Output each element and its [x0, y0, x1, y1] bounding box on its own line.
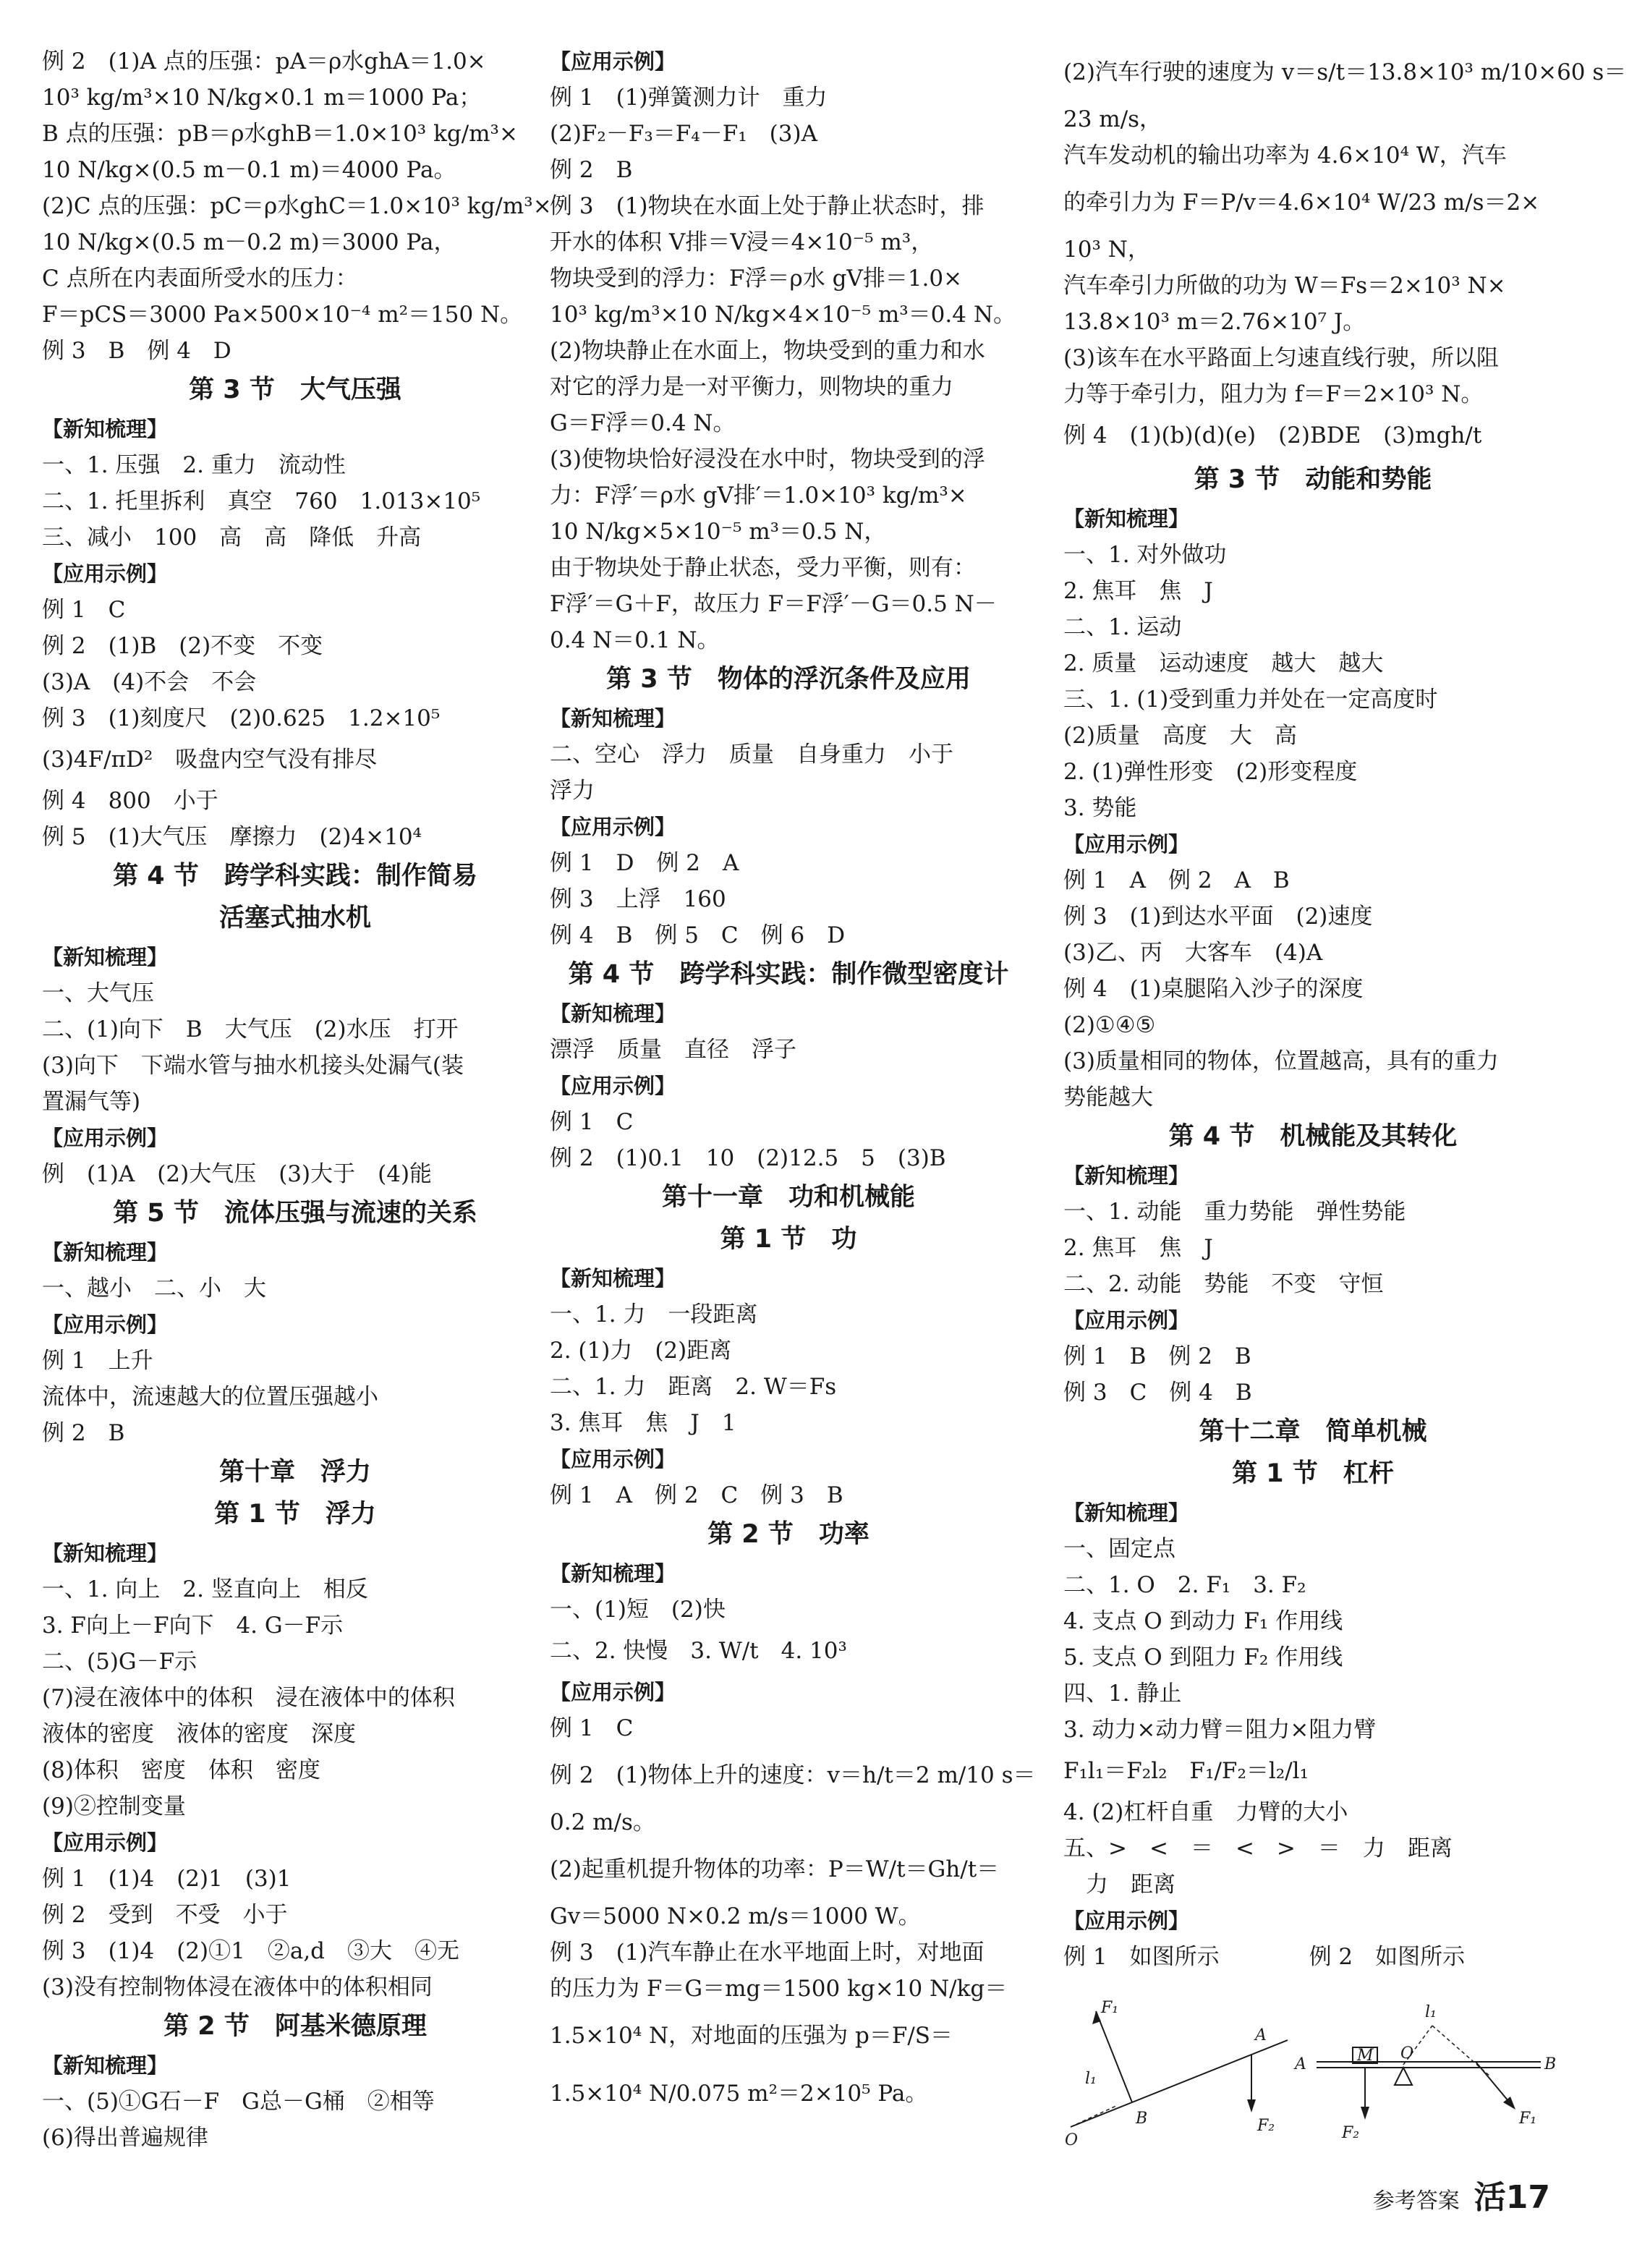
d1-label-a: A: [1255, 2026, 1267, 2044]
subsection-label: 【应用示例】: [550, 815, 676, 839]
answer-line: 2. (1)弹性形变 (2)形变程度: [1063, 759, 1358, 785]
section-heading: 第十一章 功和机械能: [661, 1183, 915, 1212]
answer-line: 置漏气等): [42, 1089, 141, 1115]
subsection-label: 【新知梳理】: [1063, 1163, 1190, 1188]
answer-line: 2. (1)力 (2)距离: [550, 1338, 732, 1364]
answer-line: 3. 动力×动力臂＝阻力×阻力臂: [1063, 1717, 1377, 1743]
subsection-label: 【应用示例】: [550, 1680, 676, 1704]
answer-line: 四、1. 静止: [1063, 1681, 1182, 1707]
section-heading: 第 4 节 机械能及其转化: [1168, 1122, 1458, 1151]
answer-line: 例 1 C: [550, 1715, 634, 1741]
answer-line: 三、减小 100 高 高 降低 升高: [42, 524, 422, 551]
answer-line: 3. 焦耳 焦 J 1: [550, 1410, 736, 1436]
answer-line: 二、(5)G－F示: [42, 1649, 197, 1675]
section-heading: 第 4 节 跨学科实践：制作简易: [113, 862, 477, 891]
answer-line: 例 4 (1)(b)(d)(e) (2)BDE (3)mgh/t: [1063, 422, 1482, 449]
column-middle: [550, 43, 1036, 2123]
answer-line: (3)向下 下端水管与抽水机接头处漏气(装: [42, 1053, 464, 1079]
answer-line: 二、1. 力 距离 2. W＝Fs: [550, 1374, 837, 1400]
section-heading: 第十二章 简单机械: [1199, 1417, 1427, 1446]
d2-label-f2: F₂: [1342, 2124, 1360, 2142]
section-heading: 活塞式抽水机: [218, 904, 371, 933]
d2-label-o: O: [1400, 2044, 1414, 2063]
column-left: [42, 43, 552, 2156]
answer-line: 由于物块处于静止状态，受力平衡，则有：: [550, 555, 976, 581]
answer-line: 力 距离: [1063, 1872, 1175, 1898]
subsection-label: 【应用示例】: [1063, 832, 1190, 857]
answer-line: 二、2. 动能 势能 不变 守恒: [1063, 1271, 1384, 1297]
answer-line: 5. 支点 O 到阻力 F₂ 作用线: [1063, 1644, 1343, 1670]
subsection-label: 【新知梳理】: [1063, 506, 1190, 531]
answer-line: 2. 焦耳 焦 J: [1063, 1235, 1213, 1261]
d1-label-b: B: [1136, 2110, 1148, 2128]
answer-line: 浮力: [550, 778, 595, 804]
answer-line: F浮′＝G＋F，故压力 F＝F浮′－G＝0.5 N－: [550, 591, 997, 617]
answer-line: 物块受到的浮力：F浮＝ρ水 gV排＝1.0×: [550, 266, 963, 292]
page-prefix: 活: [1474, 2179, 1506, 2216]
answer-line: (2)物块静止在水面上，物块受到的重力和水: [550, 338, 985, 364]
answer-line: 例 4 800 小于: [42, 788, 218, 814]
answer-line: 二、1. 托里拆利 真空 760 1.013×10⁵: [42, 488, 481, 514]
answer-line: F＝pCS＝3000 Pa×500×10⁻⁴ m²＝150 N。: [42, 302, 523, 328]
answer-line: 一、1. 压强 2. 重力 流动性: [42, 452, 346, 478]
answer-line: C 点所在内表面所受水的压力：: [42, 266, 358, 292]
answer-line: (3)使物块恰好浸没在水中时，物块受到的浮: [550, 446, 985, 472]
answer-line: 10³ kg/m³×10 N/kg×0.1 m＝1000 Pa；: [42, 85, 482, 111]
d2-label-f1: F₁: [1519, 2110, 1537, 2128]
answer-line: 10³ N，: [1063, 237, 1150, 263]
answer-line: 10 N/kg×(0.5 m－0.1 m)＝4000 Pa。: [42, 157, 456, 183]
answer-line: (3)没有控制物体浸在液体中的体积相同: [42, 1974, 433, 2000]
section-heading: 第 1 节 功: [720, 1225, 857, 1254]
answer-line: 一、1. 向上 2. 竖直向上 相反: [42, 1576, 368, 1602]
answer-line: 例 4 (1)桌腿陷入沙子的深度: [1063, 976, 1364, 1002]
answer-line: 10 N/kg×(0.5 m－0.2 m)＝3000 Pa，: [42, 229, 456, 255]
answer-line: (2)C 点的压强：pC＝ρ水ghC＝1.0×10³ kg/m³×: [42, 193, 552, 219]
lever-diagram-example-1: [1063, 1997, 1302, 2149]
d2-label-l1: l₁: [1425, 2003, 1437, 2021]
section-heading: 第 1 节 杠杆: [1232, 1459, 1394, 1488]
section-heading: 第 3 节 动能和势能: [1194, 465, 1432, 494]
answer-line: 2. 质量 运动速度 越大 越大: [1063, 650, 1384, 676]
answer-line: 例 2 (1)A 点的压强：pA＝ρ水ghA＝1.0×: [42, 48, 486, 75]
subsection-label: 【新知梳理】: [550, 1001, 676, 1026]
answer-line: 漂浮 质量 直径 浮子: [550, 1037, 796, 1063]
answer-line: 例 1 C: [42, 597, 126, 623]
answer-line: 例 4 B 例 5 C 例 6 D: [550, 922, 846, 948]
answer-line: 例 1 C: [550, 1109, 634, 1135]
subsection-label: 【新知梳理】: [550, 1266, 676, 1291]
answer-line: (3)质量相同的物体，位置越高，具有的重力: [1063, 1048, 1499, 1074]
answer-line: 例 1 上升: [42, 1348, 153, 1374]
answer-line: 2. 焦耳 焦 J: [1063, 578, 1213, 604]
subsection-label: 【应用示例】: [1063, 1908, 1190, 1933]
answer-line: (2)质量 高度 大 高: [1063, 723, 1297, 749]
answer-line: 一、1. 动能 重力势能 弹性势能: [1063, 1199, 1406, 1225]
subsection-label: 【新知梳理】: [42, 417, 169, 441]
answer-line: 液体的密度 液体的密度 深度: [42, 1721, 356, 1747]
answer-line: 例 2 (1)B (2)不变 不变: [42, 633, 323, 659]
answer-line: 一、1. 力 一段距离: [550, 1301, 758, 1328]
answer-line: 0.4 N＝0.1 N。: [550, 627, 720, 653]
answer-line: 一、(5)①G石－F G总－G桶 ②相等: [42, 2089, 435, 2115]
d1-label-l1: l₁: [1085, 2070, 1097, 2088]
answer-line: (9)②控制变量: [42, 1793, 186, 1819]
answer-line: 1.5×10⁴ N，对地面的压强为 p＝F/S＝: [550, 2023, 953, 2049]
answer-line: 例 5 (1)大气压 摩擦力 (2)4×10⁴: [42, 824, 422, 850]
answer-line: 例 3 C 例 4 B: [1063, 1380, 1252, 1406]
answer-line: G＝F浮＝0.4 N。: [550, 410, 736, 436]
d2-label-a: A: [1295, 2055, 1306, 2073]
subsection-label: 【应用示例】: [550, 1447, 676, 1471]
subsection-label: 【新知梳理】: [42, 2053, 169, 2078]
d1-label-o: O: [1065, 2131, 1079, 2149]
answer-line: 例 2 (1)0.1 10 (2)12.5 5 (3)B: [550, 1145, 946, 1171]
answer-line: 一、(1)短 (2)快: [550, 1597, 726, 1623]
answer-line: 例 1 B 例 2 B: [1063, 1343, 1251, 1369]
d2-label-b: B: [1544, 2055, 1557, 2073]
answer-line: (3)乙、丙 大客车 (4)A: [1063, 940, 1323, 966]
answer-line: Gv＝5000 N×0.2 m/s＝1000 W。: [550, 1903, 921, 1929]
answer-line: 例 1 如图所示 例 2 如图所示: [1063, 1944, 1466, 1970]
answer-line: 例 3 (1)刻度尺 (2)0.625 1.2×10⁵: [42, 705, 441, 731]
subsection-label: 【新知梳理】: [1063, 1500, 1190, 1525]
subsection-label: 【应用示例】: [42, 1126, 169, 1150]
answer-line: 汽车发动机的输出功率为 4.6×10⁴ W，汽车: [1063, 143, 1507, 169]
lever-diagram-example-2: [1295, 1997, 1562, 2149]
answer-line: 例 2 B: [42, 1420, 125, 1446]
answer-line: 二、2. 快慢 3. W/t 4. 10³: [550, 1638, 847, 1664]
answer-line: 例 (1)A (2)大气压 (3)大于 (4)能: [42, 1161, 433, 1187]
answer-line: 例 3 (1)4 (2)①1 ②a,d ③大 ④无: [42, 1938, 460, 1964]
page-number: [1474, 2171, 1550, 2217]
answer-line: 五、> < ＝ < > ＝ 力 距离: [1063, 1835, 1453, 1861]
answer-line: 例 2 B: [550, 157, 633, 183]
subsection-label: 【应用示例】: [42, 1830, 169, 1855]
d1-label-f1: F₁: [1101, 1999, 1119, 2017]
subsection-label: 【应用示例】: [42, 561, 169, 586]
answer-line: 开水的体积 V排＝V浸＝4×10⁻⁵ m³，: [550, 229, 934, 255]
answer-line: B 点的压强：pB＝ρ水ghB＝1.0×10³ kg/m³×: [42, 121, 518, 147]
answer-line: 4. 支点 O 到动力 F₁ 作用线: [1063, 1608, 1343, 1634]
answer-line: (2)起重机提升物体的功率：P＝W/t＝Gh/t＝: [550, 1856, 1000, 1882]
answer-line: 流体中，流速越大的位置压强越小: [42, 1384, 378, 1410]
answer-line: 例 2 (1)物体上升的速度：v＝h/t＝2 m/10 s＝: [550, 1762, 1036, 1788]
answer-line: 二、1. 运动: [1063, 614, 1182, 640]
answer-line: 1.5×10⁴ N/0.075 m²＝2×10⁵ Pa。: [550, 2081, 928, 2107]
page-digits: 17: [1505, 2179, 1550, 2216]
answer-line: 一、固定点: [1063, 1536, 1175, 1562]
subsection-label: 【应用示例】: [42, 1312, 169, 1337]
subsection-label: 【新知梳理】: [42, 1541, 169, 1566]
answer-line: 势能越大: [1063, 1084, 1153, 1110]
answer-line: 二、(1)向下 B 大气压 (2)水压 打开: [42, 1016, 459, 1042]
answer-line: (2)F₂－F₃＝F₄－F₁ (3)A: [550, 121, 817, 147]
section-heading: 第 4 节 跨学科实践：制作微型密度计: [568, 960, 1009, 989]
section-heading: 第 5 节 流体压强与流速的关系: [113, 1199, 477, 1228]
answer-line: 例 1 A 例 2 C 例 3 B: [550, 1482, 843, 1508]
section-heading: 第 3 节 物体的浮沉条件及应用: [606, 665, 971, 694]
answer-line: 4. (2)杠杆自重 力臂的大小: [1063, 1799, 1348, 1825]
answer-line: 10 N/kg×5×10⁻⁵ m³＝0.5 N，: [550, 519, 887, 545]
answer-line: 一、越小 二、小 大: [42, 1275, 266, 1301]
answer-line: (3)该车在水平路面上匀速直线行驶，所以阻: [1063, 345, 1499, 371]
page-footer: [1373, 2171, 1550, 2217]
answer-line: 0.2 m/s。: [550, 1809, 655, 1835]
answer-line: 对它的浮力是一对平衡力，则物块的重力: [550, 374, 953, 400]
answer-line: (8)体积 密度 体积 密度: [42, 1757, 320, 1783]
subsection-label: 【新知梳理】: [550, 706, 676, 731]
subsection-label: 【新知梳理】: [42, 1240, 169, 1265]
answer-line: 汽车牵引力所做的功为 W＝Fs＝2×10³ N×: [1063, 273, 1506, 299]
answer-line: (3)A (4)不会 不会: [42, 669, 257, 695]
answer-line: 10³ kg/m³×10 N/kg×4×10⁻⁵ m³＝0.4 N。: [550, 302, 1016, 328]
subsection-label: 【新知梳理】: [550, 1561, 676, 1586]
answer-line: 例 1 (1)4 (2)1 (3)1: [42, 1866, 292, 1892]
answer-line: 二、1. O 2. F₁ 3. F₂: [1063, 1572, 1306, 1598]
section-heading: 第 1 节 浮力: [214, 1500, 376, 1529]
subsection-label: 【应用示例】: [550, 1074, 676, 1098]
answer-line: 一、1. 对外做功: [1063, 542, 1227, 568]
answer-line: 例 2 受到 不受 小于: [42, 1902, 288, 1928]
answer-line: 例 1 (1)弹簧测力计 重力: [550, 85, 828, 111]
answer-line: 的牵引力为 F＝P/v＝4.6×10⁴ W/23 m/s＝2×: [1063, 190, 1540, 216]
answer-line: 例 1 D 例 2 A: [550, 850, 739, 876]
answer-line: (3)4F/πD² 吸盘内空气没有排尽: [42, 747, 378, 773]
subsection-label: 【应用示例】: [1063, 1308, 1190, 1333]
answer-line: (7)浸在液体中的体积 浸在液体中的体积: [42, 1685, 455, 1711]
section-heading: 第 2 节 阿基米德原理: [163, 2012, 427, 2041]
answer-line: 一、大气压: [42, 980, 154, 1006]
column-right: [1063, 43, 1627, 1975]
d1-label-f2: F₂: [1257, 2117, 1275, 2135]
answer-line: 3. 势能: [1063, 795, 1137, 821]
answer-line: 23 m/s，: [1063, 106, 1162, 132]
answer-line: 二、空心 浮力 质量 自身重力 小于: [550, 742, 953, 768]
answer-line: 三、1. (1)受到重力并处在一定高度时: [1063, 687, 1438, 713]
footer-label: 参考答案: [1372, 2188, 1460, 2214]
answer-line: 例 3 B 例 4 D: [42, 338, 231, 364]
answer-line: 例 3 (1)到达水平面 (2)速度: [1063, 904, 1373, 930]
answer-line: 的压力为 F＝G＝mg＝1500 kg×10 N/kg＝: [550, 1976, 1008, 2002]
subsection-label: 【应用示例】: [550, 49, 676, 74]
answer-line: 例 3 (1)物块在水面上处于静止状态时，排: [550, 193, 985, 219]
answer-line: 力等于牵引力，阻力为 f＝F＝2×10³ N。: [1063, 381, 1484, 407]
answer-line: F₁l₁＝F₂l₂ F₁/F₂＝l₂/l₁: [1063, 1758, 1309, 1784]
answer-line: 13.8×10³ m＝2.76×10⁷ J。: [1063, 309, 1366, 335]
section-heading: 第 3 节 大气压强: [189, 375, 401, 404]
answer-line: (6)得出普遍规律: [42, 2125, 208, 2151]
answer-line: 例 3 (1)汽车静止在水平地面上时，对地面: [550, 1940, 985, 1966]
section-heading: 第 2 节 功率: [707, 1520, 869, 1549]
answer-line: (2)汽车行驶的速度为 v＝s/t＝13.8×10³ m/10×60 s＝: [1063, 59, 1627, 85]
section-heading: 第十章 浮力: [218, 1458, 371, 1487]
answer-line: 3. F向上－F向下 4. G－F示: [42, 1613, 344, 1639]
answer-line: 例 3 上浮 160: [550, 886, 726, 912]
answer-line: (2)①④⑤: [1063, 1012, 1156, 1038]
subsection-label: 【新知梳理】: [42, 945, 169, 969]
answer-line: 例 1 A 例 2 A B: [1063, 867, 1290, 893]
d2-label-m: M: [1357, 2047, 1374, 2065]
answer-line: 力：F浮′＝ρ水 gV排′＝1.0×10³ kg/m³×: [550, 483, 967, 509]
